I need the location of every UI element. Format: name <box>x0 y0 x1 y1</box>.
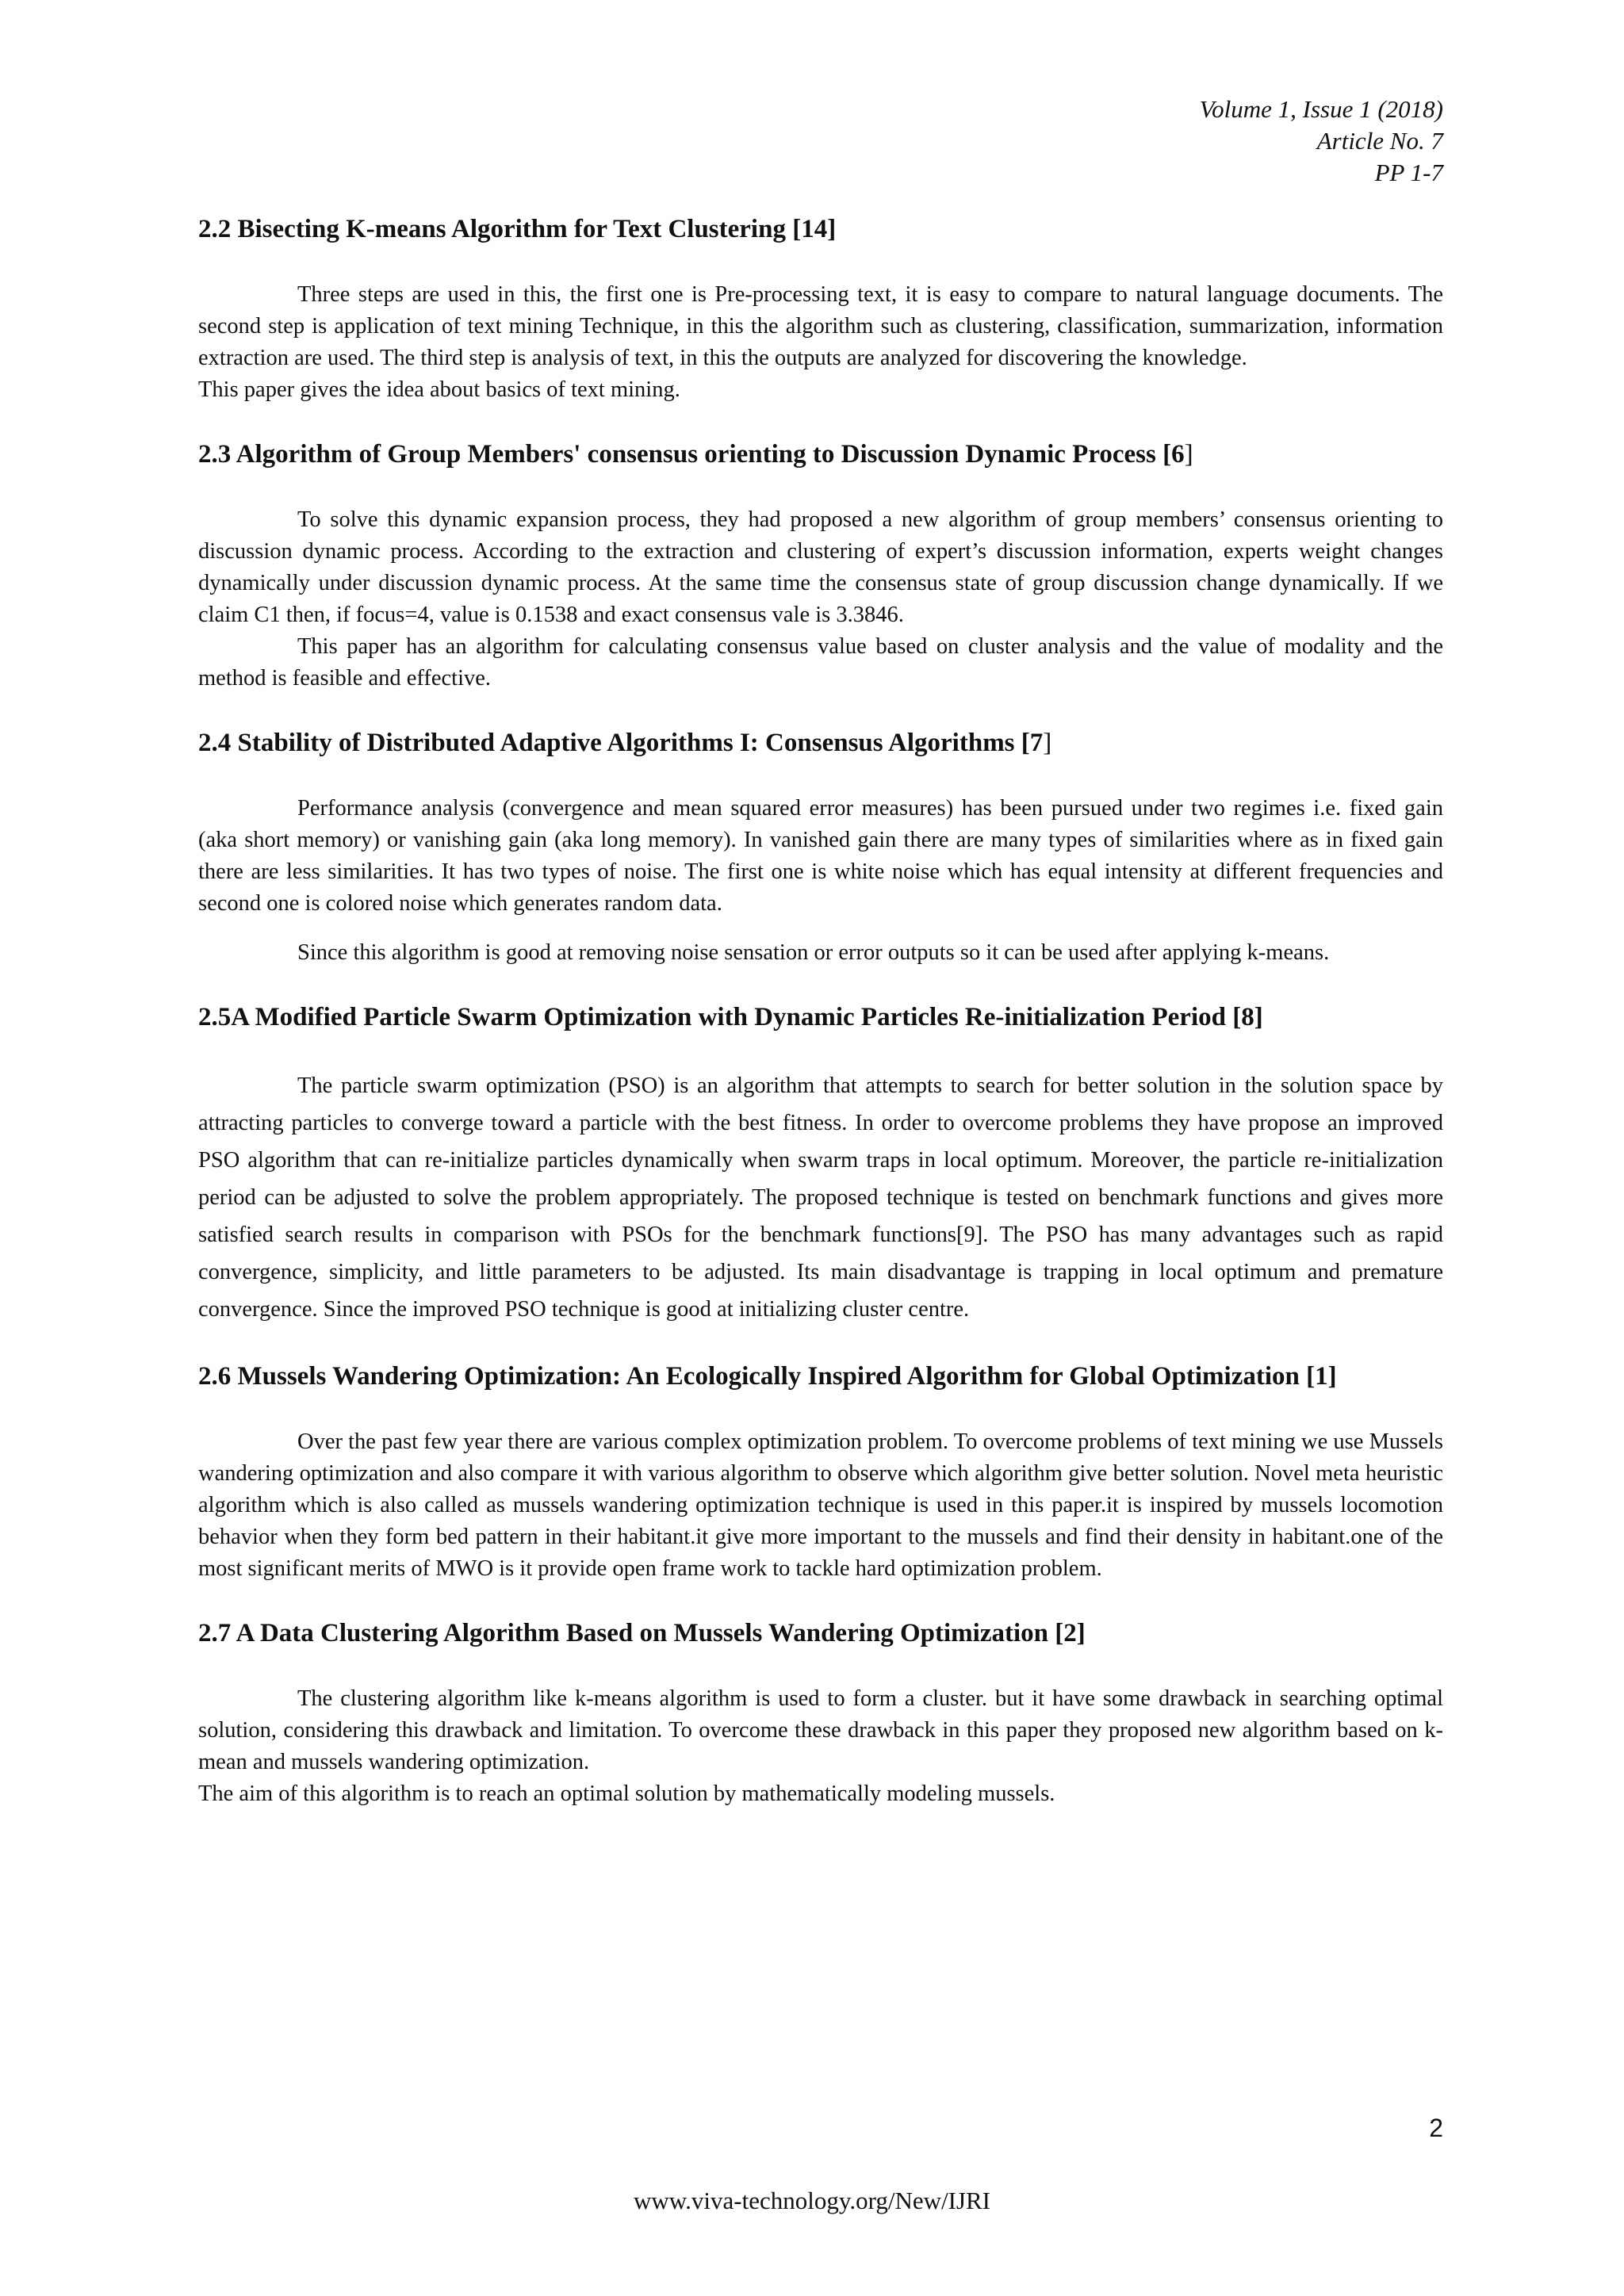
paragraph: Performance analysis (convergence and mean squared error measures) has been pursued under two regimes i.e. fixed gain (aka short memory) or vanishing gain (aka long memory). In vanished gain there are many types of similarities where as in fixed gain there are less similarities. It has two types of noise. The first one is white noise which has equal intensity at different frequencies and second one is colored noise which generates random data. <box>198 796 1443 916</box>
section-heading: 2.4 Stability of Distributed Adaptive Algorithms I: Consensus Algorithms [7] <box>198 729 1052 757</box>
paragraph: The aim of this algorithm is to reach an optimal solution by mathematically modeling mussels. <box>198 1781 1055 1806</box>
section-2-2 <box>198 212 1443 406</box>
paragraph: Three steps are used in this, the first one is Pre-processing text, it is easy to compare to natural language documents. The second step is application of text mining Technique, in this the algorithm such as clustering, classification, summarization, information extraction are used. The third step is analysis of text, in this the outputs are analyzed for discovering the knowledge. <box>198 282 1443 370</box>
paragraph: Over the past few year there are various complex optimization problem. To overcome problems of text mining we use Mussels wandering optimization and also compare it with various algorithm to observe which algorithm give better solution. Novel meta heuristic algorithm which is also called as mussels wandering optimization technique is used in this paper.it is inspired by mussels locomotion behavior when they form bed pattern in their habitant.it give more important to the mussels and find their density in habitant.one of the most significant merits of MWO is it provide open frame work to tackle hard optimization problem. <box>198 1429 1443 1581</box>
running-header <box>1200 94 1443 189</box>
footer-url: www.viva-technology.org/New/IJRI <box>634 2187 990 2214</box>
section-heading: 2.5A Modified Particle Swarm Optimization with Dynamic Particles Re-initialization Period [8] <box>198 1003 1263 1031</box>
paragraph: The clustering algorithm like k-means algorithm is used to form a cluster. but it have some drawback in searching optimal solution, considering this drawback and limitation. To overcome these drawback in this paper they proposed new algorithm based on k-mean and mussels wandering optimization. <box>198 1686 1443 1774</box>
paragraph: This paper gives the idea about basics of text mining. <box>198 377 680 402</box>
paragraph: This paper has an algorithm for calculating consensus value based on cluster analysis and the value of modality and the method is feasible and effective. <box>198 634 1443 691</box>
section-heading: 2.6 Mussels Wandering Optimization: An Ecologically Inspired Algorithm for Global Optimization [1] <box>198 1362 1337 1391</box>
section-2-6 <box>198 1360 1443 1585</box>
section-2-5 <box>198 1001 1443 1328</box>
section-2-7 <box>198 1617 1443 1810</box>
header-volume: Volume 1, Issue 1 (2018) <box>1199 95 1443 123</box>
paragraph: The particle swarm optimization (PSO) is an algorithm that attempts to search for better solution in the solution space by attracting particles to converge toward a particle with the best fitness. In order to overcome problems they have propose an improved PSO algorithm that can re-initialize particles dynamically when swarm traps in local optimum. Moreover, the particle re-initialization period can be adjusted to solve the problem appropriately. The proposed technique is tested on benchmark functions and gives more satisfied search results in comparison with PSOs for the benchmark functions[9]. The PSO has many advantages such as rapid convergence, simplicity, and little parameters to be adjusted. Its main disadvantage is trapping in local optimum and premature convergence. Since the improved PSO technique is good at initializing cluster centre. <box>198 1073 1443 1322</box>
header-pages: PP 1-7 <box>1374 159 1443 186</box>
header-article: Article No. 7 <box>1316 127 1443 155</box>
section-heading: 2.7 A Data Clustering Algorithm Based on Mussels Wandering Optimization [2] <box>198 1619 1086 1647</box>
section-heading: 2.3 Algorithm of Group Members' consensus orienting to Discussion Dynamic Process [6] <box>198 440 1193 469</box>
paragraph: Since this algorithm is good at removing noise sensation or error outputs so it can be used after applying k-means. <box>297 940 1330 965</box>
page-body <box>198 212 1443 1810</box>
section-2-3 <box>198 438 1443 695</box>
section-2-4 <box>198 726 1443 969</box>
page-number: 2 <box>1429 2114 1443 2142</box>
section-heading: 2.2 Bisecting K-means Algorithm for Text Clustering [14] <box>198 215 837 243</box>
paragraph: To solve this dynamic expansion process, they had proposed a new algorithm of group members’ consensus orienting to discussion dynamic process. According to the extraction and clustering of expert’s discussion information, experts weight changes dynamically under discussion dynamic process. At the same time the consensus state of group discussion change dynamically. If we claim C1 then, if focus=4, value is 0.1538 and exact consensus vale is 3.3846. <box>198 507 1443 627</box>
